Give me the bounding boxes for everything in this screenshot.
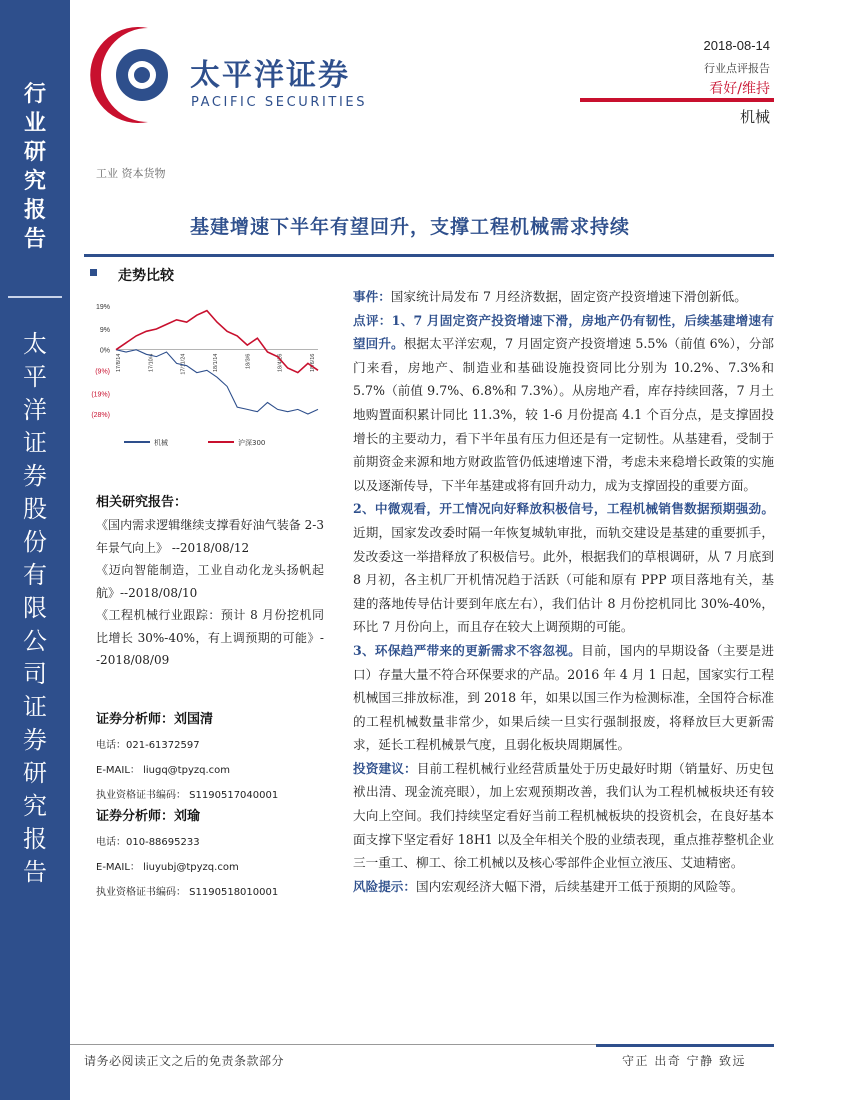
investment-lead: 投资建议： [353, 760, 417, 776]
risk-text: 国内宏观经济大幅下滑，后续基建开工低于预期的风险等。 [415, 878, 744, 894]
x-tick-label: 18/4/26 [277, 353, 284, 373]
sidebar-company-label: 太平洋证券股份有限公司证券研究报告 [23, 330, 47, 886]
x-tick-label: 17/11/24 [180, 353, 187, 375]
industry-label: 机械 [739, 108, 770, 126]
related-report-item[interactable]: 《工程机械行业跟踪：预计 8 月份挖机同比增长 30%-40%，有上调预期的可能》--2018/08/09 [96, 608, 324, 667]
micro-lead: 2、中微观看，开工情况向好释放积极信号，工程机械销售数据预期强劲。 [353, 501, 774, 517]
sidebar-top-block [0, 0, 70, 285]
x-tick-label: 17/10/4 [148, 353, 155, 373]
analyst-phone: 电话：010-88695233 [96, 837, 200, 848]
x-tick-label: 17/8/14 [116, 353, 122, 373]
micro-paragraph [353, 497, 774, 639]
risk-paragraph [353, 875, 774, 899]
comment-lead: 点评：1、7 月固定资产投资增速下滑，房地产仍有韧性，后续基建增速有望回升。 [353, 312, 774, 352]
bullet-square-icon [90, 269, 97, 276]
y-tick-label: 19% [95, 304, 110, 311]
legend-label: 沪深300 [238, 439, 266, 447]
investment-paragraph [353, 757, 774, 875]
trend-heading: 走势比较 [118, 268, 174, 284]
env-paragraph [353, 639, 774, 757]
event-paragraph [353, 285, 774, 309]
analyst-cert: 执业资格证书编码： S1190518010001 [96, 887, 279, 898]
related-report-item[interactable]: 《国内需求逻辑继续支撑看好油气装备 2-3 年景气向上》 --2018/08/12 [96, 518, 324, 555]
related-reports-heading: 相关研究报告： [96, 495, 188, 510]
main-body [353, 285, 774, 898]
event-lead: 事件： [353, 289, 391, 304]
investment-text: 目前工程机械行业经营质量处于历史最好时期（销量好、历史包袱出清、现金流亮眼），加上宏观预期改善，我们认为工程机械板块还有较大向上空间。我们持续坚定看好当前工程机械板块的投资机会，在良好基本面支撑下坚定看好 18H1 以及全年相关个股的业绩表现，重点推荐整机企业三一重工、柳工、徐工机械以及核心零部件企业恒立液压、艾迪精密。 [353, 760, 775, 871]
x-tick-label: 18/3/6 [245, 353, 252, 369]
env-lead: 3、环保趋严带来的更新需求不容忽视。 [353, 642, 582, 658]
pacific-securities-logo [90, 20, 180, 130]
analyst-email[interactable]: E-MAIL： liuyubj@tpyzq.com [96, 862, 239, 873]
x-tick-label: 18/6/16 [310, 353, 316, 373]
brand-name-en: PACIFIC SECURITIES [191, 95, 368, 110]
title-rule [84, 254, 774, 257]
report-type: 行业点评报告 [704, 62, 770, 75]
sidebar-divider [8, 296, 62, 298]
y-tick-label: (9%) [95, 368, 110, 376]
header-accent-line [580, 98, 774, 102]
report-date: 2018-08-14 [703, 38, 770, 53]
y-tick-label: (19%) [91, 391, 110, 399]
y-tick-label: 9% [99, 326, 110, 334]
analyst-block [96, 805, 336, 911]
brand-name-cn: 太平洋证券 [190, 58, 350, 93]
footer-disclaimer[interactable]: 请务必阅读正文之后的免责条款部分 [84, 1054, 285, 1068]
analyst-name: 证券分析师：刘瑜 [96, 809, 201, 824]
rating-label: 看好/维持 [709, 81, 770, 97]
y-tick-label: 0% [99, 347, 110, 355]
related-report-item[interactable]: 《迈向智能制造，工业自动化龙头扬帆起航》--2018/08/10 [96, 563, 324, 600]
comment-paragraph [353, 309, 774, 498]
x-tick-label: 18/1/14 [213, 353, 219, 373]
sidebar-report-label: 行业研究报告 [23, 82, 46, 252]
analyst-cert: 执业资格证书编码： S1190517040001 [96, 790, 279, 801]
risk-lead: 风险提示： [353, 878, 416, 894]
analyst-name: 证券分析师：刘国清 [96, 712, 214, 727]
footer-accent-rule [596, 1044, 774, 1047]
event-text: 国家统计局发布 7 月经济数据，固定资产投资增速下滑创新低。 [390, 289, 747, 304]
analyst-block [96, 708, 336, 814]
trend-chart [88, 294, 336, 456]
category-label: 工业 资本货物 [96, 167, 166, 180]
comment-text: 根据太平洋宏观，7 月固定资产投资增速 5.5%（前值 6%），分部门来看，房地产、制造业和基础设施投资同比分别为 10.2%、7.3%和 5.7%（前值 9.7%、6.8%和 7.3%）。从房地产看，库存持续回落，7 月土地购置面积累计同比 11.3%，较 1-6 月份提高 4.1 个百分点，是支撑固投增长的主要动力，看下半年虽有压力但还是有一定韧性。从基建看，受制于前期资金来源和地方财政监管仍低速增速下滑，考虑未来稳增长政策的实施以及逐渐传导，下半年基建或将有回升动力，成为支撑固投的重要方面。 [353, 336, 775, 493]
legend-label: 机械 [154, 439, 168, 447]
y-tick-label: (28%) [91, 412, 110, 419]
analyst-email[interactable]: E-MAIL： liugq@tpyzq.com [96, 765, 231, 776]
analyst-phone: 电话：021-61372597 [96, 740, 200, 751]
footer-motto: 守正 出奇 宁静 致远 [622, 1054, 746, 1068]
page-title: 基建增速下半年有望回升，支撑工程机械需求持续 [190, 216, 631, 238]
env-text: 目前，国内的早期设备（主要是进口）存量大量不符合环保要求的产品。2016 年 4 月 1 日起，国家实行工程机械国三排放标准，到 2018 年，如果以国三作为检测标准，全国符合标准的工程机械数量非常少，如果后续一旦实行强制报废，将释放巨大更新需求，延长工程机械景气度，且弱化板块周期属性。 [353, 642, 775, 753]
micro-text: 近期，国家发改委时隔一年恢复城轨审批，而轨交建设是基建的重要抓手，发改委这一举措释放了积极信号。此外，根据我们的草根调研，从 7 月底到 8 月初，各主机厂开机情况趋于活跃（可能和原有 PPP 项目落地有关，基建的落地传导估计要到年底左右），我们估计 8 月份挖机同比 30%-40%，环比 7 月份向上，而且存在较大上调预期的可能。 [353, 524, 774, 635]
related-reports-list [96, 514, 324, 672]
